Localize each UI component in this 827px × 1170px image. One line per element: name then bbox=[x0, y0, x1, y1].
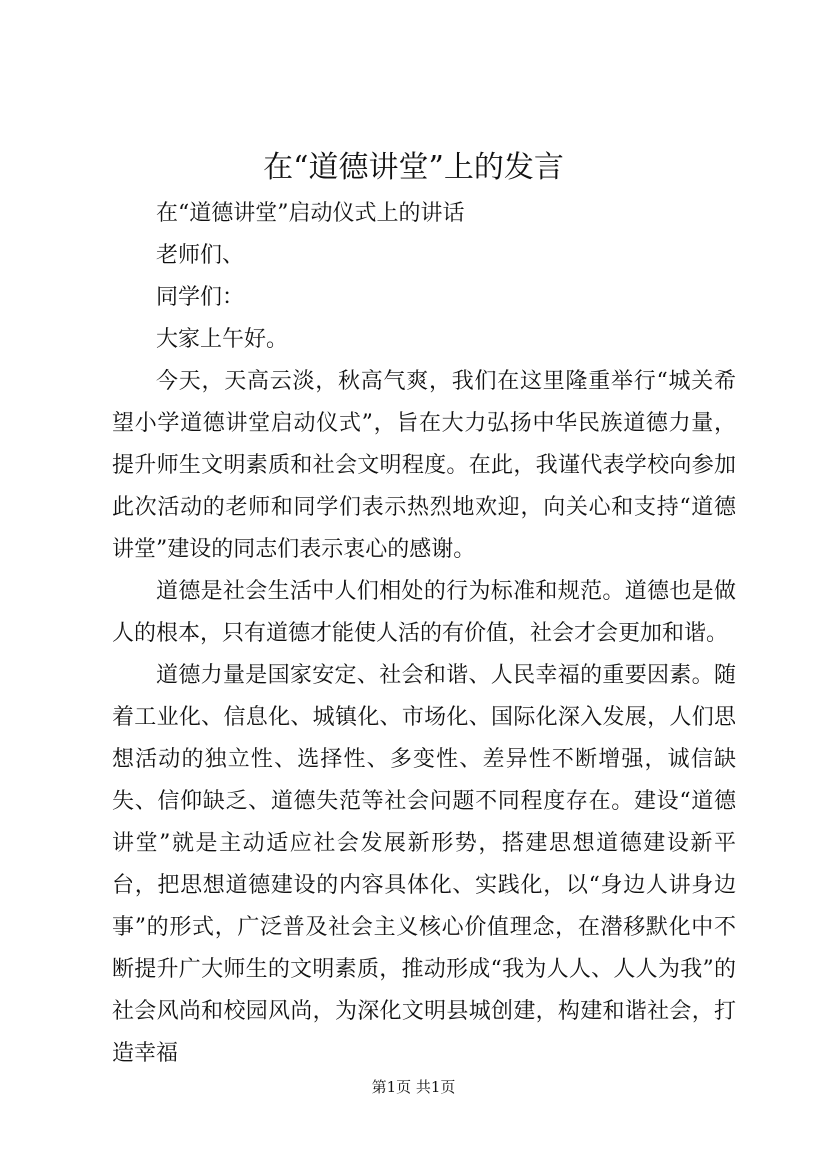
document-body bbox=[112, 193, 736, 1075]
page-footer: 第1页 共1页 bbox=[371, 1078, 456, 1096]
paragraph-morality-power: 道德力量是国家安定、社会和谐、人民幸福的重要因素。随着工业化、信息化、城镇化、市场化、国际化深入发展，人们思想活动的独立性、选择性、多变性、差异性不断增强，诚信缺失、信仰缺乏、道德失范等社会问题不同程度存在。建设“道德讲堂”就是主动适应社会发展新形势，搭建思想道德建设新平台，把思想道德建设的内容具体化、实践化，以“身边人讲身边事”的形式，广泛普及社会主义核心价值理念，在潜移默化中不断提升广大师生的文明素质，推动形成“我为人人、人人为我”的社会风尚和校园风尚，为深化文明县城创建，构建和谐社会，打造幸福 bbox=[112, 663, 736, 1066]
paragraph-greeting-students: 同学们： bbox=[156, 285, 245, 310]
paragraph-subtitle: 在“道德讲堂”启动仪式上的讲话 bbox=[156, 201, 465, 226]
document-title: 在“道德讲堂”上的发言 bbox=[263, 150, 564, 185]
paragraph-opening: 今天，天高云淡，秋高气爽，我们在这里隆重举行“城关希望小学道德讲堂启动仪式”，旨在大力弘扬中华民族道德力量，提升师生文明素质和社会文明程度。在此，我谨代表学校向参加此次活动的老师和同学们表示热烈地欢迎，向关心和支持“道德讲堂”建设的同志们表示衷心的感谢。 bbox=[112, 369, 736, 562]
paragraph-morality-definition: 道德是社会生活中人们相处的行为标准和规范。道德也是做人的根本，只有道德才能使人活的有价值，社会才会更加和谐。 bbox=[112, 579, 736, 646]
paragraph-greeting-morning: 大家上午好。 bbox=[156, 327, 289, 352]
paragraph-greeting-teachers: 老师们、 bbox=[156, 243, 245, 268]
